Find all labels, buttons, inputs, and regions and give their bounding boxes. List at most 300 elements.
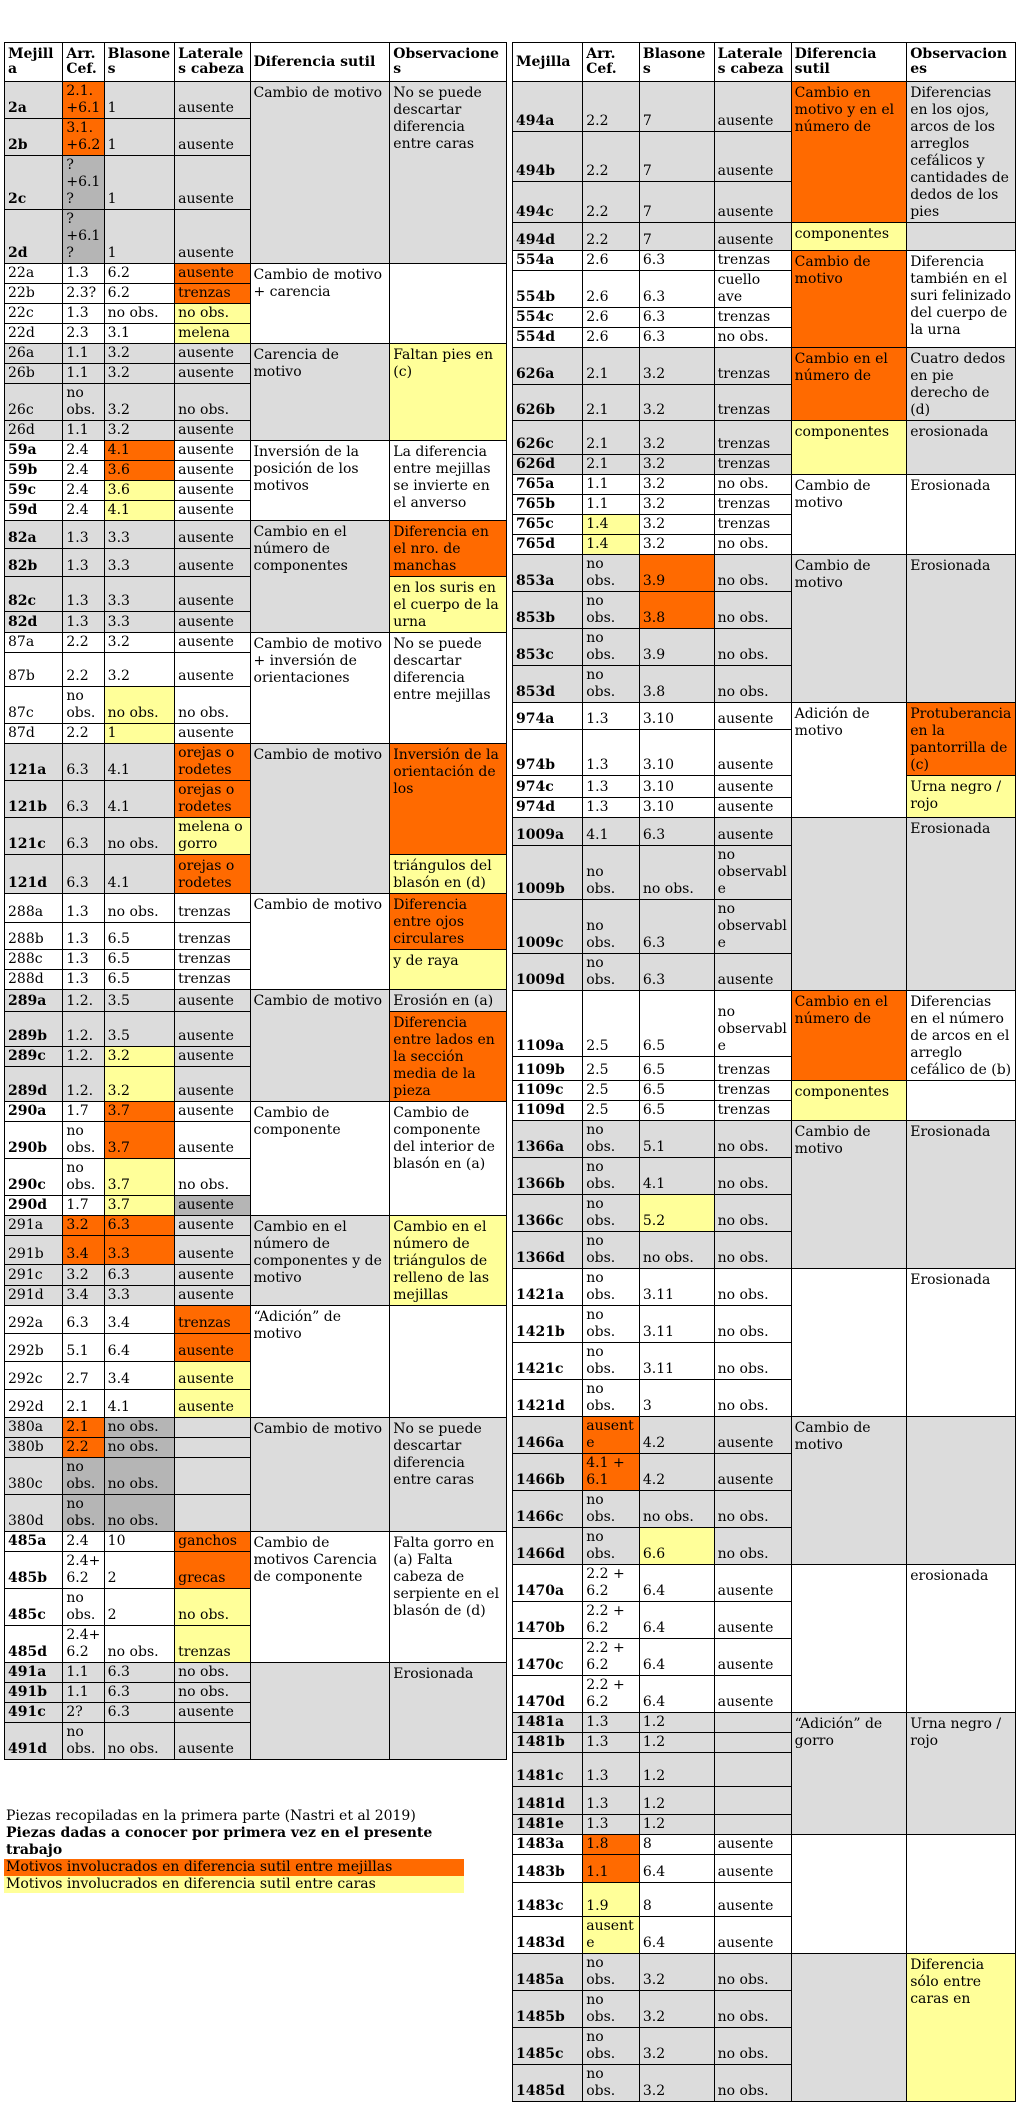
cell-laterales: ausente: [175, 1362, 250, 1390]
cell-blasones: no obs.: [639, 1491, 714, 1528]
cell-mejilla: 494d: [513, 223, 583, 251]
cell-laterales: ausente: [175, 1703, 250, 1723]
cell-blasones: 3.7: [104, 1159, 174, 1196]
cell-laterales: no obs.: [714, 1158, 791, 1195]
cell-diferencia-sutil: Cambio de motivo: [791, 1417, 907, 1565]
cell-observaciones: Diferencia sólo entre caras en: [907, 1954, 1016, 2102]
cell-arr-cef: 1.3: [583, 1733, 640, 1753]
cell-laterales: ausente: [175, 119, 250, 156]
cell-diferencia-sutil: Cambio de motivos Carencia de componente: [250, 1532, 390, 1663]
cell-laterales: trenzas: [175, 1306, 250, 1334]
cell-mejilla: 494a: [513, 82, 583, 132]
cell-mejilla: 626b: [513, 384, 583, 421]
cell-arr-cef: 2.5: [583, 991, 640, 1057]
piece-group: [5, 1216, 507, 1306]
cell-observaciones: erosionada: [907, 1565, 1016, 1713]
cell-observaciones: No se puede descartar diferencia entre mejillas: [390, 633, 507, 744]
cell-blasones: 3.2: [639, 1991, 714, 2028]
piece-group: [5, 1102, 507, 1216]
cell-mejilla: 1421d: [513, 1380, 583, 1417]
cell-blasones: no obs.: [639, 846, 714, 900]
cell-blasones: 6.3: [639, 328, 714, 348]
cell-blasones: 3.1: [104, 324, 174, 344]
cell-observaciones: Erosionada: [907, 475, 1016, 555]
cell-mejilla: 1109b: [513, 1056, 583, 1080]
cell-laterales: no obs.: [714, 666, 791, 703]
cell-mejilla: 1485d: [513, 2065, 583, 2102]
cell-laterales: trenzas: [714, 1056, 791, 1080]
cell-laterales: trenzas: [175, 950, 250, 970]
piece-group: [5, 1663, 507, 1760]
table-row: [513, 475, 1016, 495]
cell-observaciones: Diferencia en el nro. de manchas: [390, 521, 507, 577]
cell-mejilla: 974a: [513, 703, 583, 730]
cell-arr-cef: 4.1 + 6.1: [583, 1454, 640, 1491]
table-row: [5, 1306, 507, 1334]
cell-laterales: ausente: [175, 421, 250, 441]
cell-blasones: 3.10: [639, 730, 714, 776]
cell-arr-cef: 1.3: [63, 923, 104, 950]
cell-mejilla: 289d: [5, 1067, 63, 1102]
cell-laterales: ausente: [175, 1723, 250, 1760]
cell-arr-cef: no obs.: [583, 1991, 640, 2028]
cell-laterales: ausente: [175, 1122, 250, 1159]
piece-group: [513, 348, 1016, 475]
cell-blasones: 4.2: [639, 1454, 714, 1491]
cell-diferencia-sutil: Cambio de motivo: [250, 1418, 390, 1532]
cell-mejilla: 494b: [513, 131, 583, 181]
cell-mejilla: 1481a: [513, 1713, 583, 1733]
cell-mejilla: 289b: [5, 1012, 63, 1047]
cell-diferencia-sutil: Cambio de motivo: [791, 251, 907, 348]
cell-diferencia-sutil: [791, 1954, 907, 2102]
cell-laterales: no obs.: [175, 304, 250, 324]
cell-observaciones: [907, 1081, 1016, 1121]
cell-arr-cef: no obs.: [583, 1528, 640, 1565]
cell-blasones: no obs.: [639, 1232, 714, 1269]
table-row: [513, 1565, 1016, 1602]
cell-observaciones: [907, 1835, 1016, 1954]
cell-laterales: [175, 1438, 250, 1458]
cell-arr-cef: 2.3: [63, 324, 104, 344]
cell-laterales: ausente: [714, 1602, 791, 1639]
cell-blasones: 1: [104, 119, 174, 156]
cell-laterales: trenzas: [714, 308, 791, 328]
cell-arr-cef: 2.2 + 6.2: [583, 1565, 640, 1602]
cell-laterales: no obs.: [175, 1683, 250, 1703]
cell-diferencia-sutil: Cambio de motivo: [250, 894, 390, 990]
cell-laterales: trenzas: [714, 1081, 791, 1101]
piece-group: [513, 475, 1016, 555]
cell-arr-cef: no obs.: [63, 1159, 104, 1196]
cell-arr-cef: 1.3: [583, 776, 640, 798]
header-row: [513, 43, 1016, 82]
cell-laterales: ausente: [175, 1012, 250, 1047]
table-row: [5, 344, 507, 364]
table-row: [5, 633, 507, 653]
piece-group: [5, 264, 507, 344]
cell-blasones: 8: [639, 1883, 714, 1917]
cell-arr-cef: 2.6: [583, 328, 640, 348]
cell-diferencia-sutil: “Adición” de gorro: [791, 1713, 907, 1835]
cell-arr-cef: 1.1: [63, 421, 104, 441]
table-row: [513, 818, 1016, 846]
cell-blasones: 6.4: [639, 1602, 714, 1639]
cell-laterales: no obs.: [714, 1269, 791, 1306]
header-row: [5, 43, 507, 82]
cell-observaciones: Cambio en el número de triángulos de relleno de las mejillas: [390, 1216, 507, 1306]
cell-mejilla: 291d: [5, 1285, 63, 1305]
cell-laterales: ausente: [714, 1417, 791, 1454]
cell-laterales: ausente: [714, 1454, 791, 1491]
piece-group: [5, 521, 507, 633]
col-header-blasones: Blasones: [639, 43, 714, 82]
table-row: [5, 1532, 507, 1552]
cell-blasones: 6.5: [639, 991, 714, 1057]
piece-group: [513, 1954, 1016, 2102]
cell-observaciones: en los suris en el cuerpo de la urna: [390, 577, 507, 633]
cell-blasones: 4.1: [639, 1158, 714, 1195]
piece-group: [5, 1306, 507, 1418]
cell-blasones: 3.2: [639, 421, 714, 455]
cell-mejilla: 121c: [5, 818, 63, 855]
cell-mejilla: 554c: [513, 308, 583, 328]
cell-mejilla: 87c: [5, 687, 63, 724]
cell-arr-cef: 2.1: [583, 348, 640, 385]
cell-laterales: ausente: [175, 210, 250, 264]
cell-arr-cef: 2.2: [583, 82, 640, 132]
cell-blasones: 6.2: [104, 284, 174, 304]
cell-mejilla: 853c: [513, 629, 583, 666]
cell-diferencia-sutil: componentes: [791, 421, 907, 475]
cell-mejilla: 626c: [513, 421, 583, 455]
cell-laterales: ausente: [714, 1855, 791, 1883]
cell-diferencia-sutil: Cambio de motivo: [791, 1121, 907, 1269]
cell-mejilla: 288b: [5, 923, 63, 950]
cell-blasones: 3.2: [104, 1067, 174, 1102]
cell-mejilla: 82d: [5, 612, 63, 633]
cell-mejilla: 2d: [5, 210, 63, 264]
cell-laterales: ausente: [714, 1639, 791, 1676]
cell-arr-cef: ausente: [583, 1417, 640, 1454]
cell-arr-cef: 1.1: [63, 364, 104, 384]
cell-arr-cef: no obs.: [583, 1954, 640, 1991]
cell-arr-cef: ?+6.1?: [63, 210, 104, 264]
cell-blasones: 3.10: [639, 703, 714, 730]
cell-blasones: 6.3: [104, 1703, 174, 1723]
table-row: [513, 82, 1016, 132]
cell-diferencia-sutil: Cambio de motivo: [250, 82, 390, 264]
cell-blasones: 6.4: [639, 1565, 714, 1602]
cell-mejilla: 1481e: [513, 1815, 583, 1835]
cell-arr-cef: 1.3: [63, 970, 104, 990]
cell-mejilla: 380b: [5, 1438, 63, 1458]
cell-diferencia-sutil: Cambio de componente: [250, 1102, 390, 1216]
cell-arr-cef: 2.4: [63, 461, 104, 481]
cell-arr-cef: 2.5: [583, 1101, 640, 1121]
cell-blasones: 7: [639, 223, 714, 251]
cell-blasones: 6.3: [104, 1216, 174, 1236]
cell-blasones: 3.2: [104, 653, 174, 687]
cell-arr-cef: 3.2: [63, 1216, 104, 1236]
cell-mejilla: 291c: [5, 1265, 63, 1285]
cell-laterales: ausente: [714, 181, 791, 222]
cell-mejilla: 292c: [5, 1362, 63, 1390]
cell-laterales: ausente: [175, 264, 250, 284]
cell-laterales: ausente: [714, 776, 791, 798]
cell-mejilla: 26b: [5, 364, 63, 384]
cell-laterales: no obs.: [714, 1380, 791, 1417]
cell-laterales: no obs.: [714, 1491, 791, 1528]
cell-arr-cef: 2.1: [63, 1418, 104, 1438]
cell-blasones: 6.4: [639, 1639, 714, 1676]
cell-diferencia-sutil: Cambio de motivo + inversión de orientaciones: [250, 633, 390, 744]
cell-laterales: no obs.: [714, 2065, 791, 2102]
col-header-blasones: Blasones: [104, 43, 174, 82]
cell-diferencia-sutil: Cambio de motivo: [250, 744, 390, 894]
cell-arr-cef: 2.4+6.2: [63, 1626, 104, 1663]
cell-blasones: 6.3: [104, 1683, 174, 1703]
cell-laterales: [175, 1458, 250, 1495]
cell-laterales: trenzas: [714, 1101, 791, 1121]
cell-mejilla: 494c: [513, 181, 583, 222]
cell-arr-cef: 1.3: [63, 577, 104, 612]
cell-laterales: no obs.: [714, 475, 791, 495]
cell-observaciones: Erosionada: [907, 1121, 1016, 1269]
cell-mejilla: 291a: [5, 1216, 63, 1236]
cell-blasones: 4.2: [639, 1417, 714, 1454]
cell-laterales: ganchos: [175, 1532, 250, 1552]
cell-mejilla: 121d: [5, 855, 63, 894]
cell-arr-cef: no obs.: [583, 1232, 640, 1269]
cell-mejilla: 87b: [5, 653, 63, 687]
table-row: [513, 1713, 1016, 1733]
cell-observaciones: Diferencia también en el suri felinizado del cuerpo de la urna: [907, 251, 1016, 348]
piece-group: [5, 990, 507, 1102]
cell-laterales: no obs.: [714, 592, 791, 629]
cell-mejilla: 82b: [5, 549, 63, 577]
cell-blasones: 6.4: [104, 1334, 174, 1362]
cell-laterales: ausente: [714, 703, 791, 730]
cell-laterales: no obs.: [714, 2028, 791, 2065]
cell-arr-cef: 3.4: [63, 1236, 104, 1265]
cell-mejilla: 1466a: [513, 1417, 583, 1454]
cell-blasones: 3.2: [639, 348, 714, 385]
cell-laterales: no obs.: [714, 1343, 791, 1380]
cell-laterales: ausente: [175, 1102, 250, 1122]
cell-arr-cef: 2.4: [63, 501, 104, 521]
cell-blasones: no obs.: [104, 1458, 174, 1495]
cell-blasones: no obs.: [104, 1495, 174, 1532]
cell-mejilla: 974c: [513, 776, 583, 798]
cell-mejilla: 1109a: [513, 991, 583, 1057]
cell-diferencia-sutil: Cambio en motivo y en el número de: [791, 82, 907, 223]
cell-arr-cef: no obs.: [583, 954, 640, 991]
cell-arr-cef: 1.2.: [63, 1012, 104, 1047]
cell-observaciones: Protuberancia en la pantorrilla de (c): [907, 703, 1016, 776]
cell-laterales: orejas o rodetes: [175, 781, 250, 818]
cell-mejilla: 491a: [5, 1663, 63, 1683]
cell-arr-cef: 1.1: [63, 1683, 104, 1703]
cell-mejilla: 292d: [5, 1390, 63, 1418]
piece-group: [5, 894, 507, 990]
cell-laterales: ausente: [714, 1883, 791, 1917]
cell-arr-cef: 1.7: [63, 1196, 104, 1216]
table-row: [5, 82, 507, 119]
cell-diferencia-sutil: [791, 1269, 907, 1417]
cell-observaciones: Erosión en (a): [390, 990, 507, 1012]
cell-laterales: [714, 1733, 791, 1753]
cell-observaciones: Urna negro / rojo: [907, 1713, 1016, 1835]
cell-mejilla: 491d: [5, 1723, 63, 1760]
cell-mejilla: 1483a: [513, 1835, 583, 1855]
cell-observaciones: [907, 223, 1016, 251]
cell-arr-cef: 1.3: [583, 1815, 640, 1835]
cell-blasones: 3.9: [639, 555, 714, 592]
cell-observaciones: Erosionada: [907, 818, 1016, 991]
cell-blasones: 3.8: [639, 592, 714, 629]
cell-arr-cef: no obs.: [63, 384, 104, 421]
cell-mejilla: 974d: [513, 798, 583, 818]
cell-blasones: 3.11: [639, 1269, 714, 1306]
cell-observaciones: Cambio de componente del interior de blasón en (a): [390, 1102, 507, 1216]
cell-arr-cef: no obs.: [583, 1158, 640, 1195]
cell-blasones: 7: [639, 181, 714, 222]
cell-mejilla: 1421a: [513, 1269, 583, 1306]
cell-blasones: 4.1: [104, 781, 174, 818]
cell-arr-cef: no obs.: [583, 1343, 640, 1380]
cell-arr-cef: 2.1: [583, 384, 640, 421]
cell-laterales: no obs.: [714, 1991, 791, 2028]
cell-mejilla: 1485a: [513, 1954, 583, 1991]
piece-group: [513, 991, 1016, 1121]
cell-arr-cef: no obs.: [63, 1495, 104, 1532]
cell-laterales: ausente: [175, 1334, 250, 1362]
cell-blasones: 5.1: [639, 1121, 714, 1158]
cell-diferencia-sutil: Cambio en el número de: [791, 348, 907, 421]
table-row: [513, 1417, 1016, 1454]
cell-mejilla: 380a: [5, 1418, 63, 1438]
cell-blasones: 3.2: [639, 495, 714, 515]
cell-mejilla: 380d: [5, 1495, 63, 1532]
cell-arr-cef: 2.4: [63, 481, 104, 501]
cell-mejilla: 1009d: [513, 954, 583, 991]
cell-laterales: trenzas: [175, 894, 250, 923]
cell-arr-cef: ?+6.1?: [63, 156, 104, 210]
col-header-arr-cef: Arr. Cef.: [583, 43, 640, 82]
cell-mejilla: 26a: [5, 344, 63, 364]
cell-laterales: ausente: [175, 653, 250, 687]
cell-laterales: trenzas: [714, 421, 791, 455]
cell-mejilla: 82a: [5, 521, 63, 549]
cell-blasones: 1: [104, 156, 174, 210]
cell-laterales: ausente: [175, 577, 250, 612]
cell-arr-cef: 2.1: [583, 455, 640, 475]
piece-group: [513, 1565, 1016, 1713]
cell-mejilla: 289a: [5, 990, 63, 1012]
cell-arr-cef: no obs.: [583, 666, 640, 703]
cell-blasones: no obs.: [104, 1418, 174, 1438]
cell-laterales: trenzas: [175, 970, 250, 990]
cell-arr-cef: 2.5: [583, 1081, 640, 1101]
cell-mejilla: 288a: [5, 894, 63, 923]
cell-laterales: [714, 1753, 791, 1787]
cell-laterales: grecas: [175, 1552, 250, 1589]
cell-observaciones: Faltan pies en (c): [390, 344, 507, 441]
table-row: [5, 1216, 507, 1236]
cell-observaciones: Erosionada: [907, 555, 1016, 703]
cell-mejilla: 1009a: [513, 818, 583, 846]
piece-group: [513, 251, 1016, 348]
cell-arr-cef: 2.2: [583, 131, 640, 181]
cell-laterales: orejas o rodetes: [175, 855, 250, 894]
cell-arr-cef: no obs.: [63, 1589, 104, 1626]
cell-arr-cef: no obs.: [63, 1723, 104, 1760]
cell-laterales: no obs.: [714, 535, 791, 555]
cell-laterales: ausente: [175, 521, 250, 549]
cell-arr-cef: 2.2: [583, 223, 640, 251]
table-row: [5, 1418, 507, 1438]
piece-group: [513, 1121, 1016, 1269]
cell-blasones: 3.3: [104, 577, 174, 612]
col-header-diferencia: Diferencia sutil: [791, 43, 907, 82]
cell-laterales: trenzas: [175, 923, 250, 950]
cell-mejilla: 1470a: [513, 1565, 583, 1602]
cell-blasones: 3.7: [104, 1122, 174, 1159]
cell-blasones: 6.4: [639, 1917, 714, 1954]
cell-arr-cef: no obs.: [583, 1491, 640, 1528]
cell-laterales: ausente: [175, 1265, 250, 1285]
cell-arr-cef: no obs.: [63, 1122, 104, 1159]
cell-blasones: 3.9: [639, 629, 714, 666]
table-row: [513, 421, 1016, 455]
cell-blasones: 3.10: [639, 798, 714, 818]
cell-arr-cef: 2.3?: [63, 284, 104, 304]
cell-mejilla: 59b: [5, 461, 63, 481]
table-row: [5, 1663, 507, 1683]
cell-arr-cef: 6.3: [63, 744, 104, 781]
cell-mejilla: 1481b: [513, 1733, 583, 1753]
cell-mejilla: 121b: [5, 781, 63, 818]
cell-observaciones: Inversión de la orientación de los: [390, 744, 507, 855]
piece-group: [5, 744, 507, 894]
cell-blasones: 6.5: [104, 950, 174, 970]
cell-mejilla: 1483c: [513, 1883, 583, 1917]
cell-mejilla: 2c: [5, 156, 63, 210]
cell-blasones: 6.5: [639, 1081, 714, 1101]
cell-blasones: 3.4: [104, 1306, 174, 1334]
cell-blasones: 3.7: [104, 1102, 174, 1122]
cell-laterales: ausente: [714, 954, 791, 991]
cell-blasones: 3.10: [639, 776, 714, 798]
cell-laterales: trenzas: [714, 515, 791, 535]
cell-blasones: 3.5: [104, 1012, 174, 1047]
cell-arr-cef: 1.3: [63, 264, 104, 284]
cell-blasones: 2: [104, 1552, 174, 1589]
cell-arr-cef: 2.6: [583, 271, 640, 308]
cell-arr-cef: 1.3: [63, 304, 104, 324]
cell-mejilla: 1421b: [513, 1306, 583, 1343]
piece-group: [513, 1269, 1016, 1417]
cell-laterales: [714, 1713, 791, 1733]
cell-laterales: no obs.: [714, 328, 791, 348]
cell-laterales: ausente: [175, 441, 250, 461]
cell-diferencia-sutil: [791, 818, 907, 991]
cell-arr-cef: 2.2: [63, 1438, 104, 1458]
cell-diferencia-sutil: Inversión de la posición de los motivos: [250, 441, 390, 521]
cell-mejilla: 485a: [5, 1532, 63, 1552]
cell-diferencia-sutil: Cambio en el número de: [791, 991, 907, 1081]
